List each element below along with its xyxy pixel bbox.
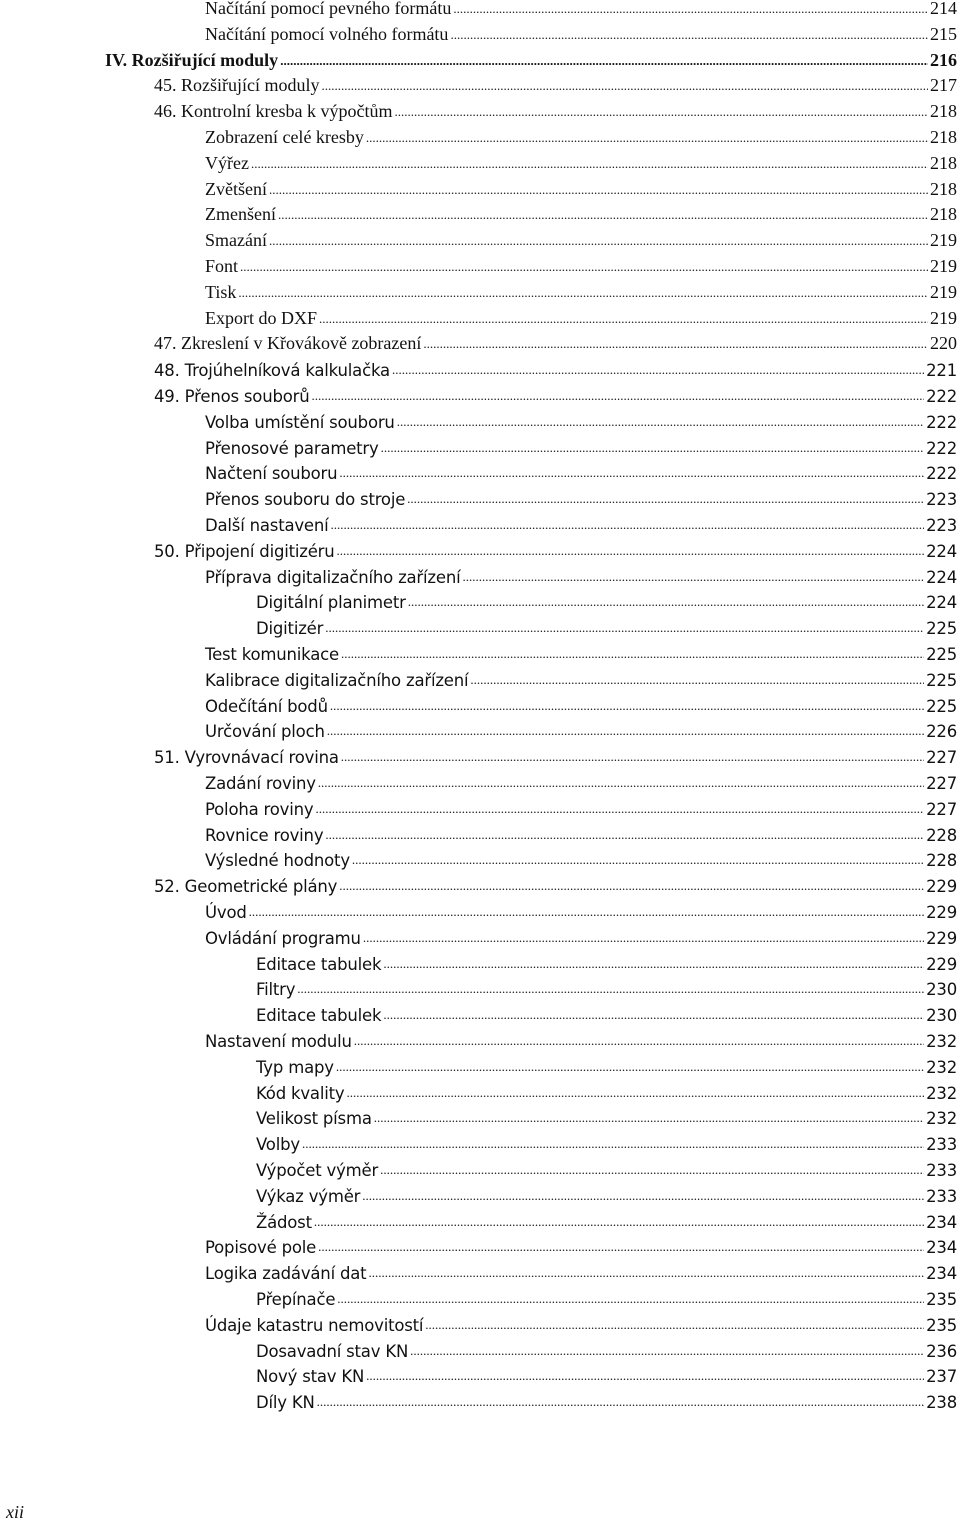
toc-dot-leader — [450, 31, 928, 41]
toc-entry[interactable] — [205, 1311, 957, 1335]
toc-entry-page-number: 224 — [926, 593, 957, 613]
toc-entry[interactable] — [256, 1156, 957, 1180]
toc-entry-label: 47. Zkreslení v Křovákově zobrazení — [154, 333, 422, 354]
toc-entry-label: 48. Trojúhelníková kalkulačka — [154, 361, 390, 381]
toc-entry[interactable] — [205, 898, 957, 922]
toc-entry[interactable] — [205, 795, 957, 819]
toc-dot-leader — [330, 702, 924, 712]
toc-entry-label: Digitizér — [256, 619, 324, 639]
toc-dot-leader — [337, 1295, 924, 1305]
toc-entry[interactable] — [205, 124, 957, 148]
toc-dot-leader — [363, 934, 924, 944]
toc-dot-leader — [470, 676, 924, 686]
toc-entry-label: Nastavení modulu — [205, 1032, 352, 1051]
toc-entry-page-number: 221 — [926, 361, 957, 381]
toc-dot-leader — [410, 1347, 924, 1357]
toc-entry-page-number: 219 — [930, 307, 957, 328]
toc-dot-leader — [366, 134, 928, 144]
toc-entry-label: IV. Rozšiřující moduly — [105, 49, 279, 70]
toc-entry-page-number: 232 — [926, 1083, 957, 1103]
toc-dot-leader — [392, 366, 924, 376]
toc-dot-leader — [251, 160, 928, 170]
toc-entry[interactable] — [205, 305, 957, 329]
toc-entry-label: Font — [205, 256, 239, 276]
toc-entry-page-number: 226 — [926, 722, 957, 742]
toc-entry-label: Kód kvality — [256, 1083, 345, 1103]
toc-dot-leader — [341, 753, 924, 763]
toc-dot-leader — [374, 1114, 924, 1124]
toc-entry-page-number: 227 — [926, 748, 957, 768]
toc-entry[interactable] — [256, 1285, 957, 1309]
toc-entry-page-number: 218 — [930, 204, 957, 225]
toc-entry[interactable] — [205, 408, 957, 432]
toc-entry-label: Výsledné hodnoty — [205, 851, 350, 871]
toc-dot-leader — [352, 856, 924, 866]
toc-entry-label: Přenosové parametry — [205, 438, 379, 458]
toc-entry[interactable] — [256, 1001, 957, 1025]
toc-entry-page-number: 222 — [926, 464, 957, 484]
toc-dot-leader — [366, 1372, 924, 1382]
toc-entry-label: Rovnice roviny — [205, 825, 324, 845]
toc-dot-leader — [423, 340, 928, 350]
toc-entry-label: Výpočet výměr — [256, 1161, 379, 1180]
toc-entry-page-number: 227 — [926, 799, 957, 819]
toc-entry-page-number: 232 — [926, 1057, 957, 1077]
toc-entry-page-number: 224 — [926, 567, 957, 587]
toc-dot-leader — [336, 1063, 924, 1073]
toc-entry-page-number: 217 — [930, 75, 957, 96]
toc-dot-leader — [269, 237, 928, 247]
toc-dot-leader — [317, 1398, 924, 1408]
toc-entry-page-number: 237 — [926, 1367, 957, 1387]
toc-dot-leader — [339, 882, 924, 892]
toc-entry-page-number: 222 — [926, 412, 957, 432]
toc-entry-label: Načítání pomocí pevného formátu — [205, 0, 452, 18]
toc-entry-label: Typ mapy — [256, 1057, 334, 1077]
toc-entry[interactable] — [205, 201, 957, 225]
toc-dot-leader — [368, 1269, 924, 1279]
toc-entry[interactable] — [205, 459, 957, 483]
toc-entry-page-number: 236 — [926, 1341, 957, 1361]
toc-dot-leader — [240, 263, 928, 273]
toc-dot-leader — [315, 805, 924, 815]
toc-dot-leader — [322, 82, 929, 92]
toc-entry-page-number: 233 — [926, 1186, 957, 1206]
toc-entry[interactable] — [256, 1362, 957, 1386]
toc-entry-page-number: 232 — [926, 1109, 957, 1129]
toc-entry[interactable] — [205, 21, 957, 45]
toc-entry[interactable] — [205, 640, 957, 664]
toc-dot-leader — [325, 831, 924, 841]
toc-entry[interactable] — [205, 769, 957, 793]
toc-entry-label: Poloha roviny — [205, 799, 314, 819]
toc-entry-label: Příprava digitalizačního zařízení — [205, 567, 461, 587]
toc-entry[interactable] — [205, 1259, 957, 1283]
toc-entry-page-number: 215 — [930, 23, 957, 44]
toc-entry[interactable] — [154, 872, 957, 896]
toc-entry-label: Přenos souboru do stroje — [205, 490, 406, 510]
toc-entry-label: Velikost písma — [256, 1109, 372, 1129]
toc-dot-leader — [318, 779, 924, 789]
toc-entry-label: Načítání pomocí volného formátu — [205, 23, 449, 44]
toc-entry-label: Díly KN — [256, 1393, 315, 1413]
toc-dot-leader — [397, 418, 924, 428]
toc-entry-label: Údaje katastru nemovitostí — [205, 1315, 424, 1335]
toc-entry[interactable] — [205, 1027, 957, 1051]
toc-entry[interactable] — [205, 692, 957, 716]
toc-dot-leader — [362, 1192, 924, 1202]
toc-entry-page-number: 218 — [930, 127, 957, 147]
toc-dot-leader — [453, 5, 928, 15]
toc-entry-page-number: 228 — [926, 851, 957, 871]
toc-entry-page-number: 214 — [930, 0, 957, 18]
toc-dot-leader — [346, 1089, 924, 1099]
toc-entry[interactable] — [256, 1079, 957, 1103]
toc-entry-page-number: 229 — [926, 928, 957, 948]
toc-entry-label: Výkaz výměr — [256, 1186, 361, 1206]
toc-dot-leader — [383, 960, 924, 970]
toc-entry-page-number: 218 — [930, 178, 957, 199]
toc-entry-page-number: 235 — [926, 1290, 957, 1309]
toc-entry-page-number: 235 — [926, 1315, 957, 1335]
toc-entry[interactable] — [154, 72, 957, 96]
toc-entry-label: Nový stav KN — [256, 1367, 365, 1387]
toc-dot-leader — [327, 727, 924, 737]
toc-entry[interactable] — [256, 614, 957, 638]
toc-dot-leader — [238, 289, 928, 299]
toc-entry-page-number: 229 — [926, 954, 957, 974]
toc-entry[interactable] — [154, 537, 957, 561]
toc-entry[interactable] — [205, 279, 957, 303]
toc-dot-leader — [278, 211, 928, 221]
toc-entry[interactable] — [205, 150, 957, 174]
toc-entry-page-number: 220 — [930, 333, 957, 354]
toc-entry-page-number: 219 — [930, 281, 957, 302]
toc-entry[interactable] — [205, 434, 957, 458]
toc-entry-label: 49. Přenos souborů — [154, 387, 310, 406]
toc-entry-label: 52. Geometrické plány — [154, 877, 338, 897]
page-number: xii — [6, 1502, 24, 1522]
toc-entry-page-number: 225 — [926, 670, 957, 690]
toc-entry-label: 50. Připojení digitizéru — [154, 541, 335, 561]
toc-entry-page-number: 238 — [926, 1393, 957, 1413]
toc-dot-leader — [314, 1218, 924, 1228]
toc-entry-label: Editace tabulek — [256, 954, 382, 974]
toc-entry-label: Načtení souboru — [205, 464, 338, 484]
toc-entry-page-number: 222 — [926, 438, 957, 458]
toc-entry-page-number: 228 — [926, 825, 957, 845]
toc-entry-page-number: 225 — [926, 619, 957, 639]
toc-entry[interactable] — [256, 1130, 957, 1154]
toc-entry-page-number: 234 — [926, 1212, 957, 1232]
toc-entry-label: Test komunikace — [205, 645, 339, 664]
toc-entry-label: Volby — [256, 1135, 300, 1155]
toc-entry[interactable] — [154, 98, 957, 122]
toc-entry[interactable] — [256, 975, 957, 999]
toc-dot-leader — [331, 521, 925, 531]
toc-entry-page-number: 223 — [926, 490, 957, 510]
toc-dot-leader — [380, 1166, 924, 1176]
toc-entry-label: Tisk — [205, 281, 237, 302]
toc-entry[interactable] — [256, 1208, 957, 1232]
toc-entry[interactable] — [205, 227, 957, 251]
toc-entry[interactable] — [205, 563, 957, 587]
toc-entry-label: 46. Kontrolní kresba k výpočtům — [154, 101, 393, 122]
toc-entry[interactable] — [205, 1233, 957, 1257]
toc-entry[interactable] — [154, 743, 957, 767]
toc-entry[interactable] — [154, 330, 957, 354]
toc-entry[interactable] — [205, 924, 957, 948]
toc-entry[interactable] — [205, 485, 957, 509]
toc-entry-page-number: 233 — [926, 1161, 957, 1180]
toc-entry-label: Ovládání programu — [205, 928, 361, 948]
toc-entry-label: Popisové pole — [205, 1238, 317, 1258]
toc-entry-page-number: 216 — [930, 49, 957, 70]
toc-entry-page-number: 218 — [930, 152, 957, 173]
toc-dot-leader — [339, 469, 924, 479]
toc-entry-label: Editace tabulek — [256, 1006, 382, 1026]
toc-entry-label: Smazání — [205, 230, 267, 251]
toc-dot-leader — [311, 392, 924, 402]
toc-entry-page-number: 230 — [926, 980, 957, 1000]
toc-entry-page-number: 229 — [926, 877, 957, 897]
toc-entry-page-number: 227 — [926, 774, 957, 793]
toc-entry[interactable] — [205, 176, 957, 200]
toc-entry[interactable] — [154, 356, 957, 380]
toc-entry-label: Další nastavení — [205, 516, 329, 535]
toc-entry-page-number: 234 — [926, 1264, 957, 1284]
toc-entry-label: Export do DXF — [205, 307, 317, 328]
toc-entry-label: Logika zadávání dat — [205, 1264, 367, 1284]
toc-entry[interactable] — [256, 1104, 957, 1128]
toc-entry[interactable] — [205, 846, 957, 870]
toc-entry[interactable] — [205, 253, 957, 277]
toc-entry[interactable] — [154, 382, 957, 406]
toc-entry[interactable] — [256, 1337, 957, 1361]
toc-entry-label: Dosavadní stav KN — [256, 1341, 409, 1361]
toc-entry[interactable] — [205, 666, 957, 690]
toc-entry[interactable] — [105, 47, 957, 71]
toc-entry-page-number: 222 — [926, 387, 957, 406]
toc-dot-leader — [381, 444, 925, 454]
toc-entry-label: Přepínače — [256, 1290, 336, 1309]
toc-entry-page-number: 218 — [930, 101, 957, 122]
toc-entry[interactable] — [205, 717, 957, 741]
toc-entry-page-number: 234 — [926, 1238, 957, 1258]
toc-dot-leader — [408, 598, 924, 608]
toc-entry-label: Volba umístění souboru — [205, 412, 395, 432]
toc-dot-leader — [297, 985, 924, 995]
toc-entry-label: Žádost — [256, 1212, 312, 1232]
toc-dot-leader — [354, 1037, 924, 1047]
toc-dot-leader — [407, 495, 924, 505]
toc-entry-page-number: 225 — [926, 645, 957, 664]
toc-dot-leader — [280, 57, 928, 67]
toc-dot-leader — [318, 1243, 924, 1253]
toc-entry[interactable] — [256, 1053, 957, 1077]
toc-dot-leader — [319, 315, 928, 325]
toc-dot-leader — [325, 624, 924, 634]
toc-dot-leader — [337, 547, 925, 557]
toc-entry-label: Digitální planimetr — [256, 593, 406, 613]
toc-dot-leader — [341, 650, 924, 660]
toc-entry-page-number: 223 — [926, 516, 957, 535]
toc-entry[interactable] — [256, 950, 957, 974]
toc-entry-label: 51. Vyrovnávací rovina — [154, 748, 339, 768]
toc-entry-page-number: 232 — [926, 1032, 957, 1051]
toc-entry-label: Určování ploch — [205, 722, 325, 742]
toc-entry-page-number: 225 — [926, 696, 957, 716]
toc-entry-page-number: 224 — [926, 541, 957, 561]
toc-entry-page-number: 219 — [930, 230, 957, 251]
toc-entry-page-number: 230 — [926, 1006, 957, 1026]
toc-entry-label: Zmenšení — [205, 204, 276, 225]
toc-entry-label: Kalibrace digitalizačního zařízení — [205, 670, 469, 690]
toc-entry-label: Výřez — [205, 152, 249, 173]
toc-entry-label: Zvětšení — [205, 178, 267, 199]
toc-entry[interactable] — [256, 1388, 957, 1412]
toc-entry-label: Filtry — [256, 980, 296, 1000]
toc-entry-page-number: 219 — [930, 256, 957, 276]
toc-entry-label: Zobrazení celé kresby — [205, 127, 364, 147]
toc-entry[interactable] — [205, 511, 957, 535]
toc-entry-label: Úvod — [205, 903, 247, 922]
toc-entry-page-number: 229 — [926, 903, 957, 922]
toc-dot-leader — [462, 573, 924, 583]
toc-entry[interactable] — [205, 821, 957, 845]
toc-dot-leader — [249, 908, 924, 918]
toc-dot-leader — [383, 1011, 924, 1021]
toc-entry[interactable] — [256, 588, 957, 612]
toc-entry-page-number: 233 — [926, 1135, 957, 1155]
toc-dot-leader — [394, 108, 928, 118]
toc-entry[interactable] — [205, 0, 957, 19]
toc-entry[interactable] — [256, 1182, 957, 1206]
toc-dot-leader — [269, 186, 928, 196]
toc-dot-leader — [302, 1140, 924, 1150]
toc-dot-leader — [425, 1321, 924, 1331]
toc-entry-label: Odečítání bodů — [205, 696, 328, 716]
toc-entry-label: Zadání roviny — [205, 774, 316, 793]
toc-entry-label: 45. Rozšiřující moduly — [154, 75, 320, 96]
